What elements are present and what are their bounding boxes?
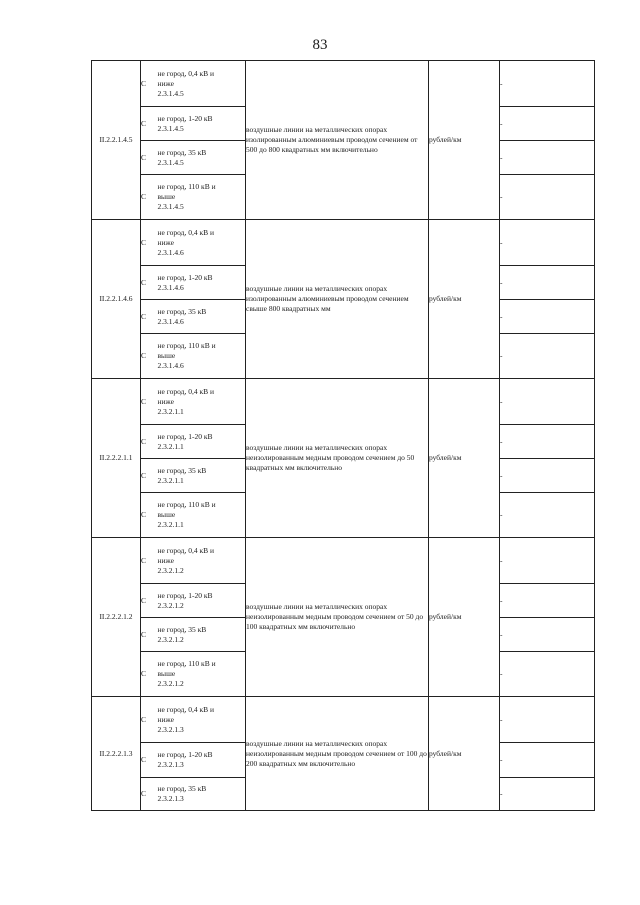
page-number: 83 — [312, 37, 328, 53]
rates-table-body — [92, 61, 595, 811]
condition-line: не город, 35 кВ — [157, 306, 207, 316]
row-condition — [158, 652, 246, 697]
condition-line: не город, 110 кВ и — [157, 182, 216, 191]
condition-line: 2.3.1.4.6 — [157, 247, 184, 257]
row-mark: С — [141, 584, 158, 618]
condition-line: не город, 0,4 кВ и — [157, 68, 214, 78]
row-condition — [158, 459, 246, 493]
row-mark: С — [141, 652, 158, 697]
group-unit: рублей/км — [429, 697, 500, 811]
row-value: - — [500, 175, 595, 220]
condition-line: не город, 110 кВ и — [157, 659, 216, 668]
row-condition — [158, 584, 246, 618]
condition-line: 2.3.1.4.5 — [157, 88, 184, 98]
condition-line: не город, 1-20 кВ — [157, 431, 213, 441]
row-condition — [158, 107, 246, 141]
row-mark: С — [141, 425, 158, 459]
row-mark: С — [141, 778, 158, 811]
row-value: - — [500, 493, 595, 538]
row-mark: С — [141, 697, 158, 743]
row-condition — [158, 743, 246, 778]
condition-line: ниже — [157, 237, 174, 247]
condition-line: 2.3.2.1.1 — [157, 475, 184, 485]
row-mark: С — [141, 379, 158, 425]
condition-line: не город, 0,4 кВ и — [157, 386, 214, 396]
condition-line: выше — [157, 669, 176, 678]
condition-line: 2.3.1.4.5 — [157, 202, 184, 211]
row-value: - — [500, 266, 595, 300]
condition-line: не город, 35 кВ — [157, 147, 207, 157]
row-mark: С — [141, 538, 158, 584]
condition-line: 2.3.1.4.5 — [157, 157, 184, 167]
condition-line: выше — [157, 192, 176, 201]
rates-table — [91, 60, 595, 811]
condition-line: 2.3.2.1.3 — [157, 724, 184, 734]
condition-line: 2.3.1.4.6 — [157, 361, 184, 370]
table-row — [92, 61, 595, 107]
table-row — [92, 379, 595, 425]
row-condition — [158, 379, 246, 425]
group-description: воздушные линии на металлических опорах неизолированным медным проводом сечением до 50 квадратных мм включительно — [246, 379, 429, 538]
group-unit: рублей/км — [429, 538, 500, 697]
row-condition — [158, 334, 246, 379]
row-value: - — [500, 538, 595, 584]
condition-line: 2.3.2.1.2 — [157, 600, 184, 610]
condition-line: 2.3.1.4.6 — [157, 316, 184, 326]
group-code: II.2.2.1.4.6 — [92, 220, 141, 379]
condition-line: не город, 0,4 кВ и — [157, 227, 214, 237]
group-unit: рублей/км — [429, 61, 500, 220]
row-value: - — [500, 778, 595, 811]
row-condition — [158, 175, 246, 220]
condition-line: ниже — [157, 78, 174, 88]
row-value: - — [500, 141, 595, 175]
row-condition — [158, 300, 246, 334]
condition-line: не город, 0,4 кВ и — [157, 704, 214, 714]
row-condition — [158, 61, 246, 107]
condition-line: не город, 35 кВ — [157, 624, 207, 634]
row-condition — [158, 220, 246, 266]
group-description: воздушные линии на металлических опорах изолированным алюминиевым проводом сечением свыше 800 квадратных мм — [246, 220, 429, 379]
row-value: - — [500, 379, 595, 425]
row-condition — [158, 697, 246, 743]
group-code: II.2.2.2.1.2 — [92, 538, 141, 697]
condition-line: 2.3.2.1.2 — [157, 565, 184, 575]
condition-line: 2.3.2.1.2 — [157, 679, 184, 688]
row-value: - — [500, 425, 595, 459]
table-row — [92, 697, 595, 743]
condition-line: 2.3.2.1.3 — [157, 794, 184, 803]
row-value: - — [500, 652, 595, 697]
group-description: воздушные линии на металлических опорах изолированным алюминиевым проводом сечением от 500 до 800 квадратных мм включительно — [246, 61, 429, 220]
row-mark: С — [141, 743, 158, 778]
condition-line: 2.3.1.4.6 — [157, 282, 184, 292]
table-row — [92, 538, 595, 584]
row-mark: С — [141, 61, 158, 107]
group-description: воздушные линии на металлических опорах неизолированным медным проводом сечением от 100 до 200 квадратных мм включительно — [246, 697, 429, 811]
condition-line: 2.3.2.1.2 — [157, 634, 184, 644]
table-row — [92, 220, 595, 266]
row-condition — [158, 266, 246, 300]
group-unit: рублей/км — [429, 379, 500, 538]
group-code: II.2.2.1.4.5 — [92, 61, 141, 220]
row-condition — [158, 141, 246, 175]
row-mark: С — [141, 220, 158, 266]
group-code: II.2.2.2.1.1 — [92, 379, 141, 538]
condition-line: выше — [157, 351, 176, 360]
row-value: - — [500, 107, 595, 141]
condition-line: не город, 1-20 кВ — [157, 590, 213, 600]
row-mark: С — [141, 107, 158, 141]
condition-line: ниже — [157, 396, 174, 406]
row-mark: С — [141, 141, 158, 175]
row-mark: С — [141, 493, 158, 538]
row-value: - — [500, 584, 595, 618]
group-code: II.2.2.2.1.3 — [92, 697, 141, 811]
row-value: - — [500, 743, 595, 778]
condition-line: 2.3.2.1.3 — [157, 760, 184, 769]
condition-line: не город, 110 кВ и — [157, 341, 216, 350]
condition-line: не город, 1-20 кВ — [157, 272, 213, 282]
group-description: воздушные линии на металлических опорах неизолированным медным проводом сечением от 50 до 100 квадратных мм включительно — [246, 538, 429, 697]
condition-line: ниже — [157, 555, 174, 565]
condition-line: не город, 35 кВ — [157, 465, 207, 475]
condition-line: выше — [157, 510, 176, 519]
row-mark: С — [141, 266, 158, 300]
row-condition — [158, 778, 246, 811]
row-mark: С — [141, 334, 158, 379]
row-value: - — [500, 61, 595, 107]
row-condition — [158, 425, 246, 459]
condition-line: не город, 1-20 кВ — [157, 113, 213, 123]
condition-line: 2.3.2.1.1 — [157, 406, 184, 416]
condition-line: не город, 1-20 кВ — [157, 750, 213, 759]
condition-line: не город, 0,4 кВ и — [157, 545, 214, 555]
condition-line: не город, 110 кВ и — [157, 500, 216, 509]
row-value: - — [500, 459, 595, 493]
row-mark: С — [141, 300, 158, 334]
row-condition — [158, 493, 246, 538]
condition-line: 2.3.1.4.5 — [157, 123, 184, 133]
row-value: - — [500, 220, 595, 266]
row-value: - — [500, 334, 595, 379]
row-value: - — [500, 618, 595, 652]
row-value: - — [500, 300, 595, 334]
row-mark: С — [141, 459, 158, 493]
row-mark: С — [141, 618, 158, 652]
row-mark: С — [141, 175, 158, 220]
row-condition — [158, 618, 246, 652]
condition-line: не город, 35 кВ — [157, 784, 207, 793]
condition-line: 2.3.2.1.1 — [157, 520, 184, 529]
condition-line: ниже — [157, 714, 174, 724]
row-condition — [158, 538, 246, 584]
condition-line: 2.3.2.1.1 — [157, 441, 184, 451]
row-value: - — [500, 697, 595, 743]
group-unit: рублей/км — [429, 220, 500, 379]
